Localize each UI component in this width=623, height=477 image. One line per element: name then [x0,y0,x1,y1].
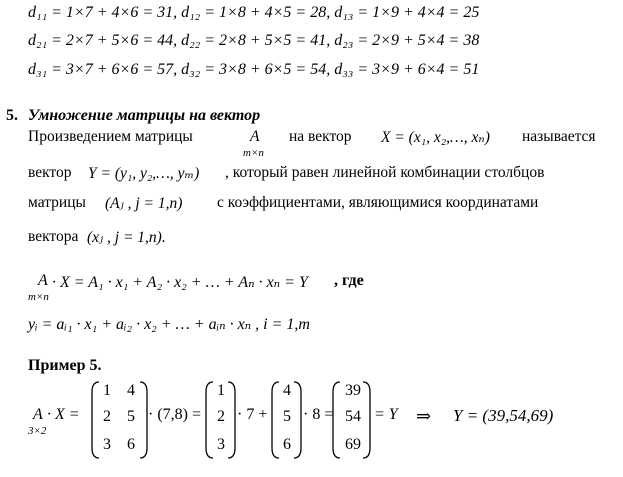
example-a: A [33,406,43,423]
definition-line4-start: вектора [28,228,79,245]
vector-multiplier: · (7,8) = [148,406,202,423]
matrix-cell: 2 [103,408,111,425]
definition-line1-end: называется [522,128,596,145]
coordinates-set: (xⱼ , j = 1,n). [87,229,166,246]
example-dot-x: · X = [47,406,80,423]
matrix-cell: 1 [103,382,111,399]
result-cell: 54 [345,408,361,425]
definition-line1-start: Произведением матрицы [28,128,193,145]
vector-x-definition: X = (x₁, x₂,…, xₙ) [381,129,490,146]
column1-cell: 1 [217,382,225,399]
matrix-cell: 4 [127,382,135,399]
definition-line3-start: матрицы [28,194,86,211]
definition-line1-mid: на вектор [289,128,352,145]
definition-line2-start: вектор [28,164,72,181]
d-line-1: d₁₁ = 1×7 + 4×6 = 31, d₁₂ = 1×8 + 4×5 = 28, d₁₃ = 1×9 + 4×4 = 25 [28,4,480,21]
column2-cell: 5 [283,408,291,425]
formula1-body: · X = A₁ · x₁ + A₂ · x₂ + … + Aₙ · xₙ = Y [52,274,308,291]
result-cell: 69 [345,436,361,453]
definition-line2-end: , который равен линейной комбинации столбцов [225,164,545,181]
formula1-a-subscript: m×n [28,291,49,303]
section-title: Умножение матрицы на вектор [28,107,261,124]
columns-set: (Aⱼ , j = 1,n) [105,195,183,212]
column1-cell: 2 [217,408,225,425]
column2-cell: 4 [283,382,291,399]
implies-arrow: ⇒ [416,406,432,426]
definition-line3-end: с коэффициентами, являющимися координатами [217,194,539,211]
equals-y: = Y [374,406,398,423]
vector-y-definition: Y = (y₁, y₂,…, yₘ) [88,165,200,182]
matrix-a-subscript: m×n [243,147,264,159]
section-number: 5. [6,107,18,124]
formula1-a: A [38,272,48,289]
matrix-cell: 3 [103,436,111,453]
formula1-suffix: , где [334,272,364,289]
matrix-cell: 5 [127,408,135,425]
example-a-subscript: 3×2 [28,425,47,437]
d-line-3: d₃₁ = 3×7 + 6×6 = 57, d₃₂ = 3×8 + 6×5 = 54, d₃₃ = 3×9 + 6×4 = 51 [28,61,480,78]
times-seven: · 7 + [237,406,268,423]
column2-cell: 6 [283,436,291,453]
times-eight: · 8 = [303,406,334,423]
d-line-2: d₂₁ = 2×7 + 5×6 = 44, d₂₂ = 2×8 + 5×5 = 41, d₂₃ = 2×9 + 5×4 = 38 [28,32,480,49]
column1-cell: 3 [217,436,225,453]
matrix-a-symbol: A [250,128,260,145]
formula2-body: yᵢ = aᵢ₁ · x₁ + aᵢ₂ · x₂ + … + aᵢₙ · xₙ , i = 1,m [28,316,310,333]
matrix-cell: 6 [127,436,135,453]
final-result: Y = (39,54,69) [453,406,554,425]
example-label: Пример 5. [28,357,102,374]
result-cell: 39 [345,382,361,399]
